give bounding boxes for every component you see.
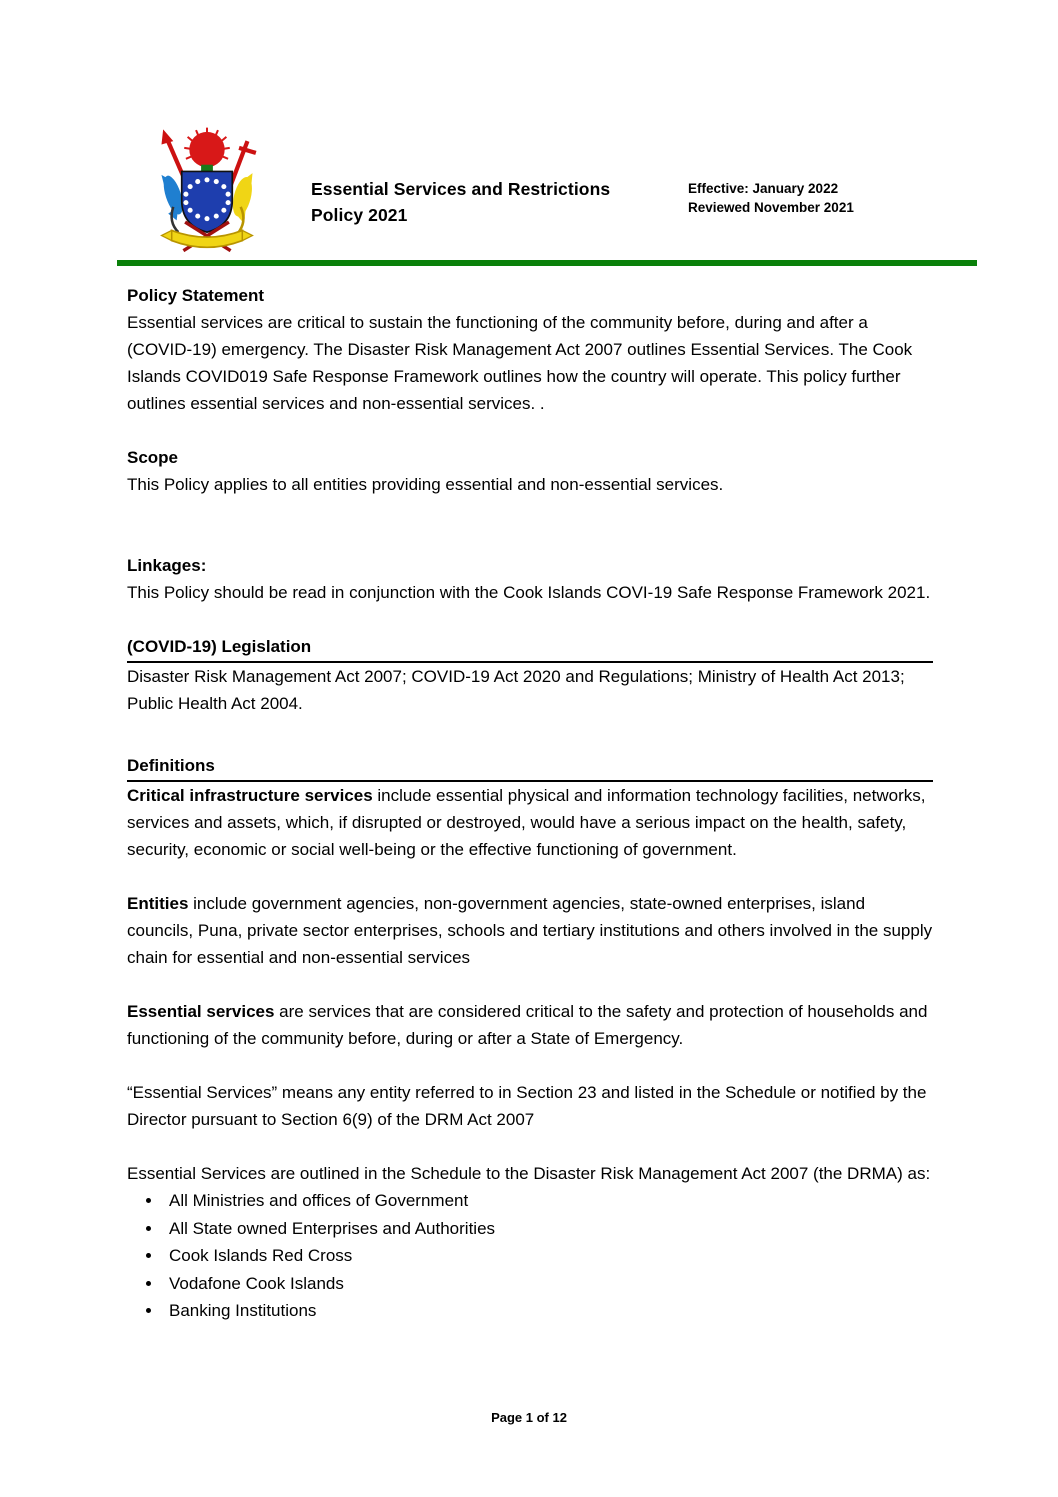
definition-text: are services that are considered critical to the safety and protection of households and functioning of the community before, during or after a State of Emergency. <box>127 1002 928 1048</box>
definition-term: Entities <box>127 894 189 913</box>
headdress-icon <box>184 128 230 173</box>
definition-essential-services <box>127 998 933 1052</box>
document-header <box>0 0 1058 268</box>
page-number: Page 1 of 12 <box>491 1410 567 1425</box>
linkages-heading: Linkages: <box>127 556 207 575</box>
definition-term: Critical infrastructure services <box>127 786 373 805</box>
definition-text: include essential physical and information technology facilities, networks, services and assets, which, if disrupted or destroyed, would have a serious impact on the health, safety, security, economic or social well-being or the effective functioning of government. <box>127 786 926 859</box>
document-title-line1: Essential Services and Restrictions <box>311 179 611 199</box>
linkages-body: This Policy should be read in conjunction with the Cook Islands COVI-19 Safe Response Framework 2021. <box>127 583 931 602</box>
policy-statement-heading: Policy Statement <box>127 286 264 305</box>
essential-services-list <box>127 1187 933 1325</box>
spacer <box>127 744 933 752</box>
definition-essential-services-quote: “Essential Services” means any entity referred to in Section 23 and listed in the Schedule or notified by the Director pursuant to Section 6(9) of the DRM Act 2007 <box>127 1083 927 1129</box>
document-title-line2: Policy 2021 <box>311 205 408 225</box>
definition-term: Essential services <box>127 1002 275 1021</box>
effective-dates <box>688 179 854 217</box>
list-item: • All State owned Enterprises and Authorities <box>163 1215 933 1243</box>
policy-statement-body: Essential services are critical to sustain the functioning of the community before, during and after a (COVID-19) emergency. The Disaster Risk Management Act 2007 outlines Essential Services. The Cook Islands COVID019 Safe Response Framework outlines how the country will operate. This policy further outlines essential services and non-essential services. . <box>127 313 913 413</box>
list-item: • Banking Institutions <box>163 1297 933 1325</box>
spacer <box>127 971 933 998</box>
coat-of-arms-logo <box>148 122 266 258</box>
scope-body: This Policy applies to all entities providing essential and non-essential services. <box>127 475 724 494</box>
document-title <box>311 176 610 228</box>
legislation-body: Disaster Risk Management Act 2007; COVID-19 Act 2020 and Regulations; Ministry of Health Act 2013; Public Health Act 2004. <box>127 667 905 713</box>
spacer <box>127 1052 933 1079</box>
list-item: • All Ministries and offices of Government <box>163 1187 933 1215</box>
spacer <box>127 863 933 890</box>
effective-date: Effective: January 2022 <box>688 181 839 196</box>
spacer <box>127 717 933 744</box>
header-divider-rule <box>117 260 977 266</box>
list-item: • Cook Islands Red Cross <box>163 1242 933 1270</box>
spacer <box>127 417 933 444</box>
definition-critical-infrastructure <box>127 782 933 863</box>
list-item: • Vodafone Cook Islands <box>163 1270 933 1298</box>
definition-text: include government agencies, non-government agencies, state-owned enterprises, island councils, Puna, private sector enterprises, schools and tertiary institutions and others involved in the supply chain for essential and non-essential services <box>127 894 933 967</box>
schedule-intro: Essential Services are outlined in the Schedule to the Disaster Risk Management Act 2007 (the DRMA) as: <box>127 1164 931 1183</box>
reviewed-date: Reviewed November 2021 <box>688 200 854 215</box>
definitions-heading: Definitions <box>127 752 933 782</box>
spacer <box>127 606 933 633</box>
legislation-heading: (COVID-19) Legislation <box>127 633 933 663</box>
definition-entities <box>127 890 933 971</box>
spacer <box>127 1133 933 1160</box>
document-body <box>127 282 933 1325</box>
scope-heading: Scope <box>127 448 179 467</box>
spacer <box>127 498 933 552</box>
